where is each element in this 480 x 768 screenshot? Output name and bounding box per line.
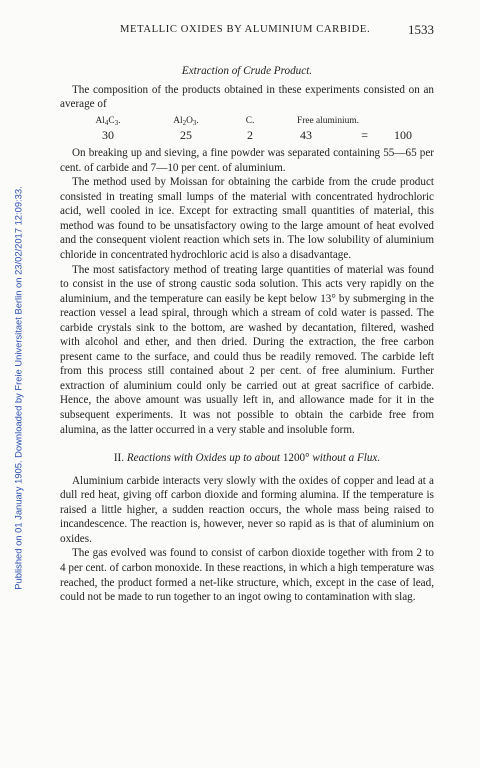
composition-table <box>60 114 434 144</box>
running-title: METALLIC OXIDES BY ALUMINIUM CARBIDE. <box>120 24 371 35</box>
composition-header: $Al_4C_3$. <box>95 115 121 127</box>
composition-value <box>272 128 372 143</box>
paragraph: On breaking up and sieving, a fine powder was separated containing 55—65 per cent. of carbide and 7—10 per cent. of aluminium. <box>60 147 434 174</box>
section-title-temperature: 1200° <box>282 452 310 465</box>
composition-value: 25 <box>180 128 192 143</box>
section-title-part: Reactions with Oxides up to about <box>126 452 281 465</box>
paragraph: Aluminium carbide interacts very slowly with the oxides of copper and lead at a dull red heat, giving off carbon dioxide and forming alumina. If the temperature is raised a little higher, a sudden reaction occurs, the whole mass being raised to incandescence. The reaction is, however, never so rapid as is that of aluminium on oxides. <box>60 474 434 545</box>
paragraph: The gas evolved was found to consist of carbon dioxide together with from 2 to 4 per cent. of carbon monoxide. In these reactions, in which a high temperature was reached, the product formed a net-like structure, which, except in the case of lead, could not be made to run together to an ingot owing to contamination with slag. <box>60 547 434 604</box>
composition-header: $Al_2O_3$. <box>173 115 199 127</box>
section-heading-extraction: Extraction of Crude Product. <box>181 65 313 77</box>
composition-value: 30 <box>102 128 114 143</box>
composition-header: C. <box>245 115 255 126</box>
article-body <box>60 64 434 605</box>
composition-value-free-al: 43 <box>300 128 312 143</box>
paragraph: The most satisfactory method of treating large quantities of material was found to consist in the use of strong caustic soda solution. This acts very rapidly on the aluminium, and the temperature can easily be kept below 13° by submerging in the reaction vessel a lead spiral, through which a stream of cold water is passed. The carbide crystals sink to the bottom, are washed by decantation, filtered, washed with alcohol and ether, and then dried. During the extraction, the free carbon present came to the surface, and could thus be readily removed. The carbide left from this process still contained about 2 per cent. of free aluminium. Further extraction of aluminium could only be carried out at great sacrifice of carbide. Hence, the above amount was usually left in, and allowance made for it in the subsequent experiments. It was not possible to obtain the carbide free from alumina, as the latter occurred in a very stable and insoluble form. <box>60 263 434 436</box>
section-number: II. <box>113 452 125 465</box>
download-watermark[interactable]: Published on 01 January 1905. Downloaded by Freie Universitaet Berlin on 23/02/2017 12:09:33. <box>12 186 24 590</box>
section-heading-reactions <box>60 451 434 466</box>
composition-value: 2 <box>247 128 253 143</box>
composition-header: Free aluminium. <box>297 115 359 126</box>
paragraph: The method used by Moissan for obtaining the carbide from the crude product consisted in treating small lumps of the material with concentrated hydrochloric acid, well cooled in ice. Except for extracting small quantities of material, this method was found to be unsatisfactory owing to the large amount of heat evolved and the consequent violent reaction which sets in. The low solubility of aluminium chloride in concentrated hydrochloric acid is also a disadvantage. <box>60 176 434 262</box>
page-number: 1533 <box>408 22 434 37</box>
composition-total: 100 <box>394 128 412 143</box>
equals-sign: = <box>361 128 368 143</box>
paragraph: The composition of the products obtained in these experiments consisted on an average of <box>60 83 434 111</box>
section-title-part: without a Flux. <box>312 452 381 465</box>
